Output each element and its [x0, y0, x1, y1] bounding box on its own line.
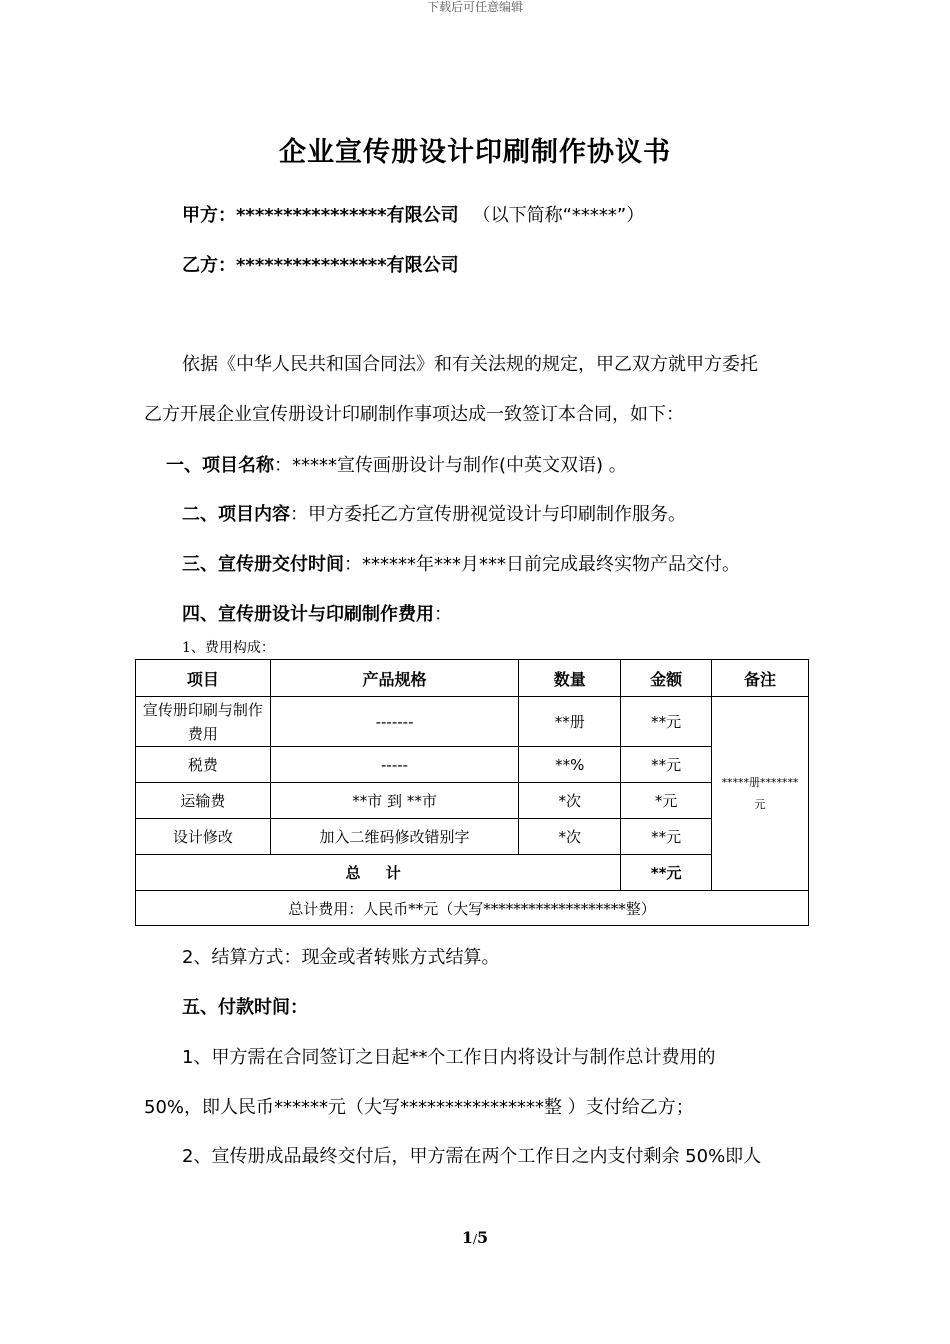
section-2 [182, 500, 686, 526]
header-item: 项目 [136, 660, 271, 697]
cell-amount: **元 [621, 819, 712, 855]
cell-qty: *次 [519, 819, 621, 855]
page-number [0, 1228, 950, 1247]
table-header-row [136, 660, 809, 697]
section-1-text: ：*****宣传画册设计与制作(中英文双语) 。 [274, 455, 627, 476]
party-a-name: ****************有限公司 [236, 205, 459, 226]
settlement-method: 2、结算方式：现金或者转账方式结算。 [182, 947, 500, 968]
cell-item: 设计修改 [136, 819, 271, 855]
total-label: 总 计 [136, 855, 621, 891]
section-5-title: 五、付款时间： [182, 997, 308, 1018]
fee-table [135, 659, 809, 926]
cell-qty: *次 [519, 783, 621, 819]
sum-line: 总计费用：人民币**元（大写*******************整） [136, 891, 809, 926]
cell-item: 运输费 [136, 783, 271, 819]
cell-spec: ----- [270, 747, 519, 783]
page-total: 5 [477, 1228, 489, 1247]
cell-amount: **元 [621, 697, 712, 747]
cell-amount: **元 [621, 747, 712, 783]
party-b-label: 乙方： [182, 255, 236, 276]
payment-2-line-1: 2、宣传册成品最终交付后，甲方需在两个工作日之内支付剩余 50%即人 [182, 1146, 762, 1167]
intro-line-1: 依据《中华人民共和国合同法》和有关法规的规定，甲乙双方就甲方委托 [182, 354, 758, 375]
table-row [136, 747, 809, 783]
section-4-label: 四、宣传册设计与印刷制作费用 [182, 604, 434, 625]
party-b-line [182, 251, 459, 277]
cell-remark: *****册*******元 [712, 697, 809, 891]
section-1-label: 一、项目名称 [166, 455, 274, 476]
cell-qty: **% [519, 747, 621, 783]
table-sum-row [136, 891, 809, 926]
cell-item: 税费 [136, 747, 271, 783]
header-amount: 金额 [621, 660, 712, 697]
page-header-note: 下载后可任意编辑 [426, 0, 523, 14]
party-b-name: ****************有限公司 [236, 255, 459, 276]
table-row [136, 697, 809, 747]
table-row [136, 819, 809, 855]
cell-qty: **册 [519, 697, 621, 747]
document-title: 企业宣传册设计印刷制作协议书 [279, 137, 671, 168]
cell-spec: 加入二维码修改错别字 [270, 819, 519, 855]
section-2-label: 二、项目内容 [182, 504, 290, 525]
party-a-note: （以下简称“*****”） [472, 205, 645, 226]
section-4-text: ： [434, 604, 452, 625]
fee-intro: 1、费用构成： [182, 640, 275, 656]
cell-spec: ------- [270, 697, 519, 747]
section-2-text: ：甲方委托乙方宣传册视觉设计与印刷制作服务。 [290, 504, 686, 525]
page-separator: / [472, 1232, 478, 1246]
party-a-label: 甲方： [182, 205, 236, 226]
section-3 [182, 550, 740, 576]
header-remark: 备注 [712, 660, 809, 697]
cell-item: 宣传册印刷与制作费用 [136, 697, 271, 747]
cell-spec: **市 到 **市 [270, 783, 519, 819]
section-3-text: ：******年***月***日前完成最终实物产品交付。 [344, 554, 740, 575]
party-a-line [182, 201, 644, 227]
section-3-label: 三、宣传册交付时间 [182, 554, 344, 575]
section-4 [182, 600, 452, 626]
header-spec: 产品规格 [270, 660, 519, 697]
payment-1-line-2: 50%，即人民币******元（大写****************整 ）支付给乙方； [144, 1097, 694, 1118]
payment-1-line-1: 1、甲方需在合同签订之日起**个工作日内将设计与制作总计费用的 [182, 1047, 716, 1068]
page-current: 1 [461, 1228, 473, 1247]
cell-amount: *元 [621, 783, 712, 819]
intro-line-2: 乙方开展企业宣传册设计印刷制作事项达成一致签订本合同，如下： [144, 404, 684, 425]
header-qty: 数量 [519, 660, 621, 697]
section-1 [166, 451, 627, 477]
total-amount: **元 [621, 855, 712, 891]
table-row [136, 783, 809, 819]
table-total-row [136, 855, 809, 891]
